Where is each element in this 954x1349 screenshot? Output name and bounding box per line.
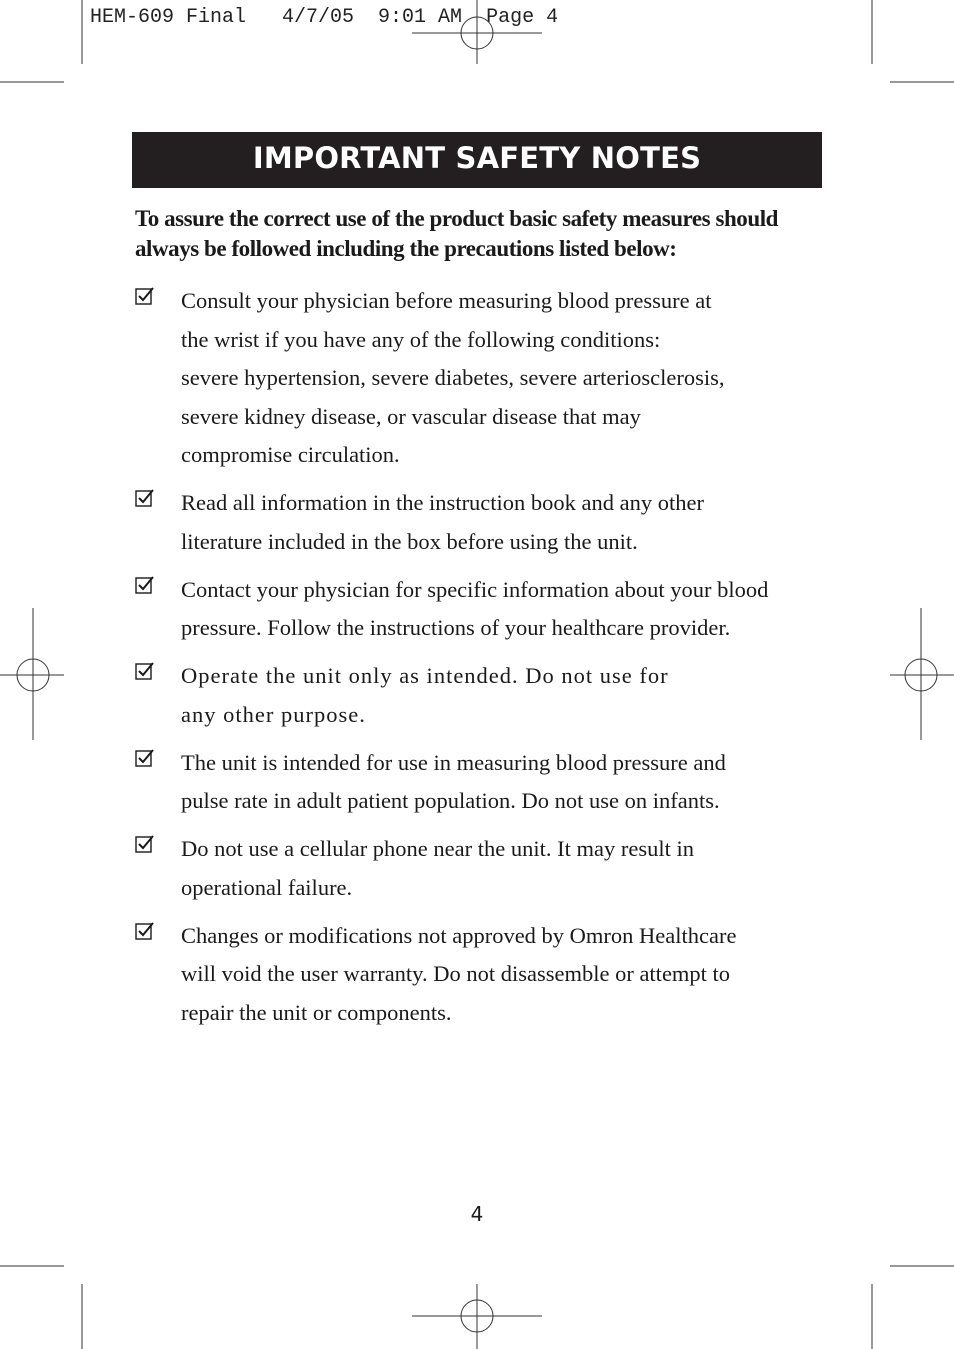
registration-mark-icon <box>412 1284 542 1349</box>
note-line: Consult your physician before measuring blood pressure at <box>181 288 712 313</box>
page-number: 4 <box>470 1202 484 1226</box>
note-line: Operate the unit only as intended. Do not use for <box>181 663 669 688</box>
note-line: literature included in the box before using the unit. <box>181 528 638 554</box>
checked-box-icon <box>135 922 155 942</box>
note-line: pressure. Follow the instructions of your healthcare provider. <box>181 615 731 640</box>
note-line: Read all information in the instruction book and any other <box>181 490 705 515</box>
note-line: will void the user warranty. Do not disassemble or attempt to <box>181 961 731 986</box>
note-line: Contact your physician for specific information about your blood <box>181 576 769 602</box>
note-line: Do not use a cellular phone near the unit. It may result in <box>181 836 694 861</box>
registration-mark-icon <box>890 608 954 740</box>
intro-paragraph: To assure the correct use of the product basic safety measures should always be followed including the precautions listed below: <box>135 206 778 261</box>
note-line: The unit is intended for use in measuring blood pressure and <box>181 749 726 775</box>
note-line: repair the unit or components. <box>181 999 452 1025</box>
safety-note <box>135 282 835 475</box>
note-line: any other purpose. <box>181 701 366 727</box>
safety-note <box>135 657 835 734</box>
note-line: severe kidney disease, or vascular disease that may <box>181 403 641 429</box>
note-line: Changes or modifications not approved by Omron Healthcare <box>181 922 737 948</box>
print-slug-line: HEM-609 Final 4/7/05 9:01 AM Page 4 <box>90 6 559 29</box>
checked-box-icon <box>135 835 155 855</box>
checked-box-icon <box>135 749 155 769</box>
checked-box-icon <box>135 287 155 307</box>
note-line: pulse rate in adult patient population. Do not use on infants. <box>181 788 720 813</box>
note-line: operational failure. <box>181 874 353 900</box>
safety-note <box>135 571 835 648</box>
checked-box-icon <box>135 576 155 596</box>
checked-box-icon <box>135 489 155 509</box>
safety-note <box>135 830 835 907</box>
registration-mark-icon <box>412 0 542 64</box>
registration-mark-icon <box>0 608 64 740</box>
safety-note <box>135 917 835 1033</box>
safety-note <box>135 484 835 561</box>
safety-notes-list <box>135 282 835 1042</box>
note-line: severe hypertension, severe diabetes, severe arteriosclerosis, <box>181 365 725 390</box>
checked-box-icon <box>135 662 155 682</box>
note-line: the wrist if you have any of the following conditions: <box>181 326 661 352</box>
note-line: compromise circulation. <box>181 442 400 467</box>
page-title-banner: IMPORTANT SAFETY NOTES <box>132 132 822 188</box>
safety-note <box>135 744 835 821</box>
